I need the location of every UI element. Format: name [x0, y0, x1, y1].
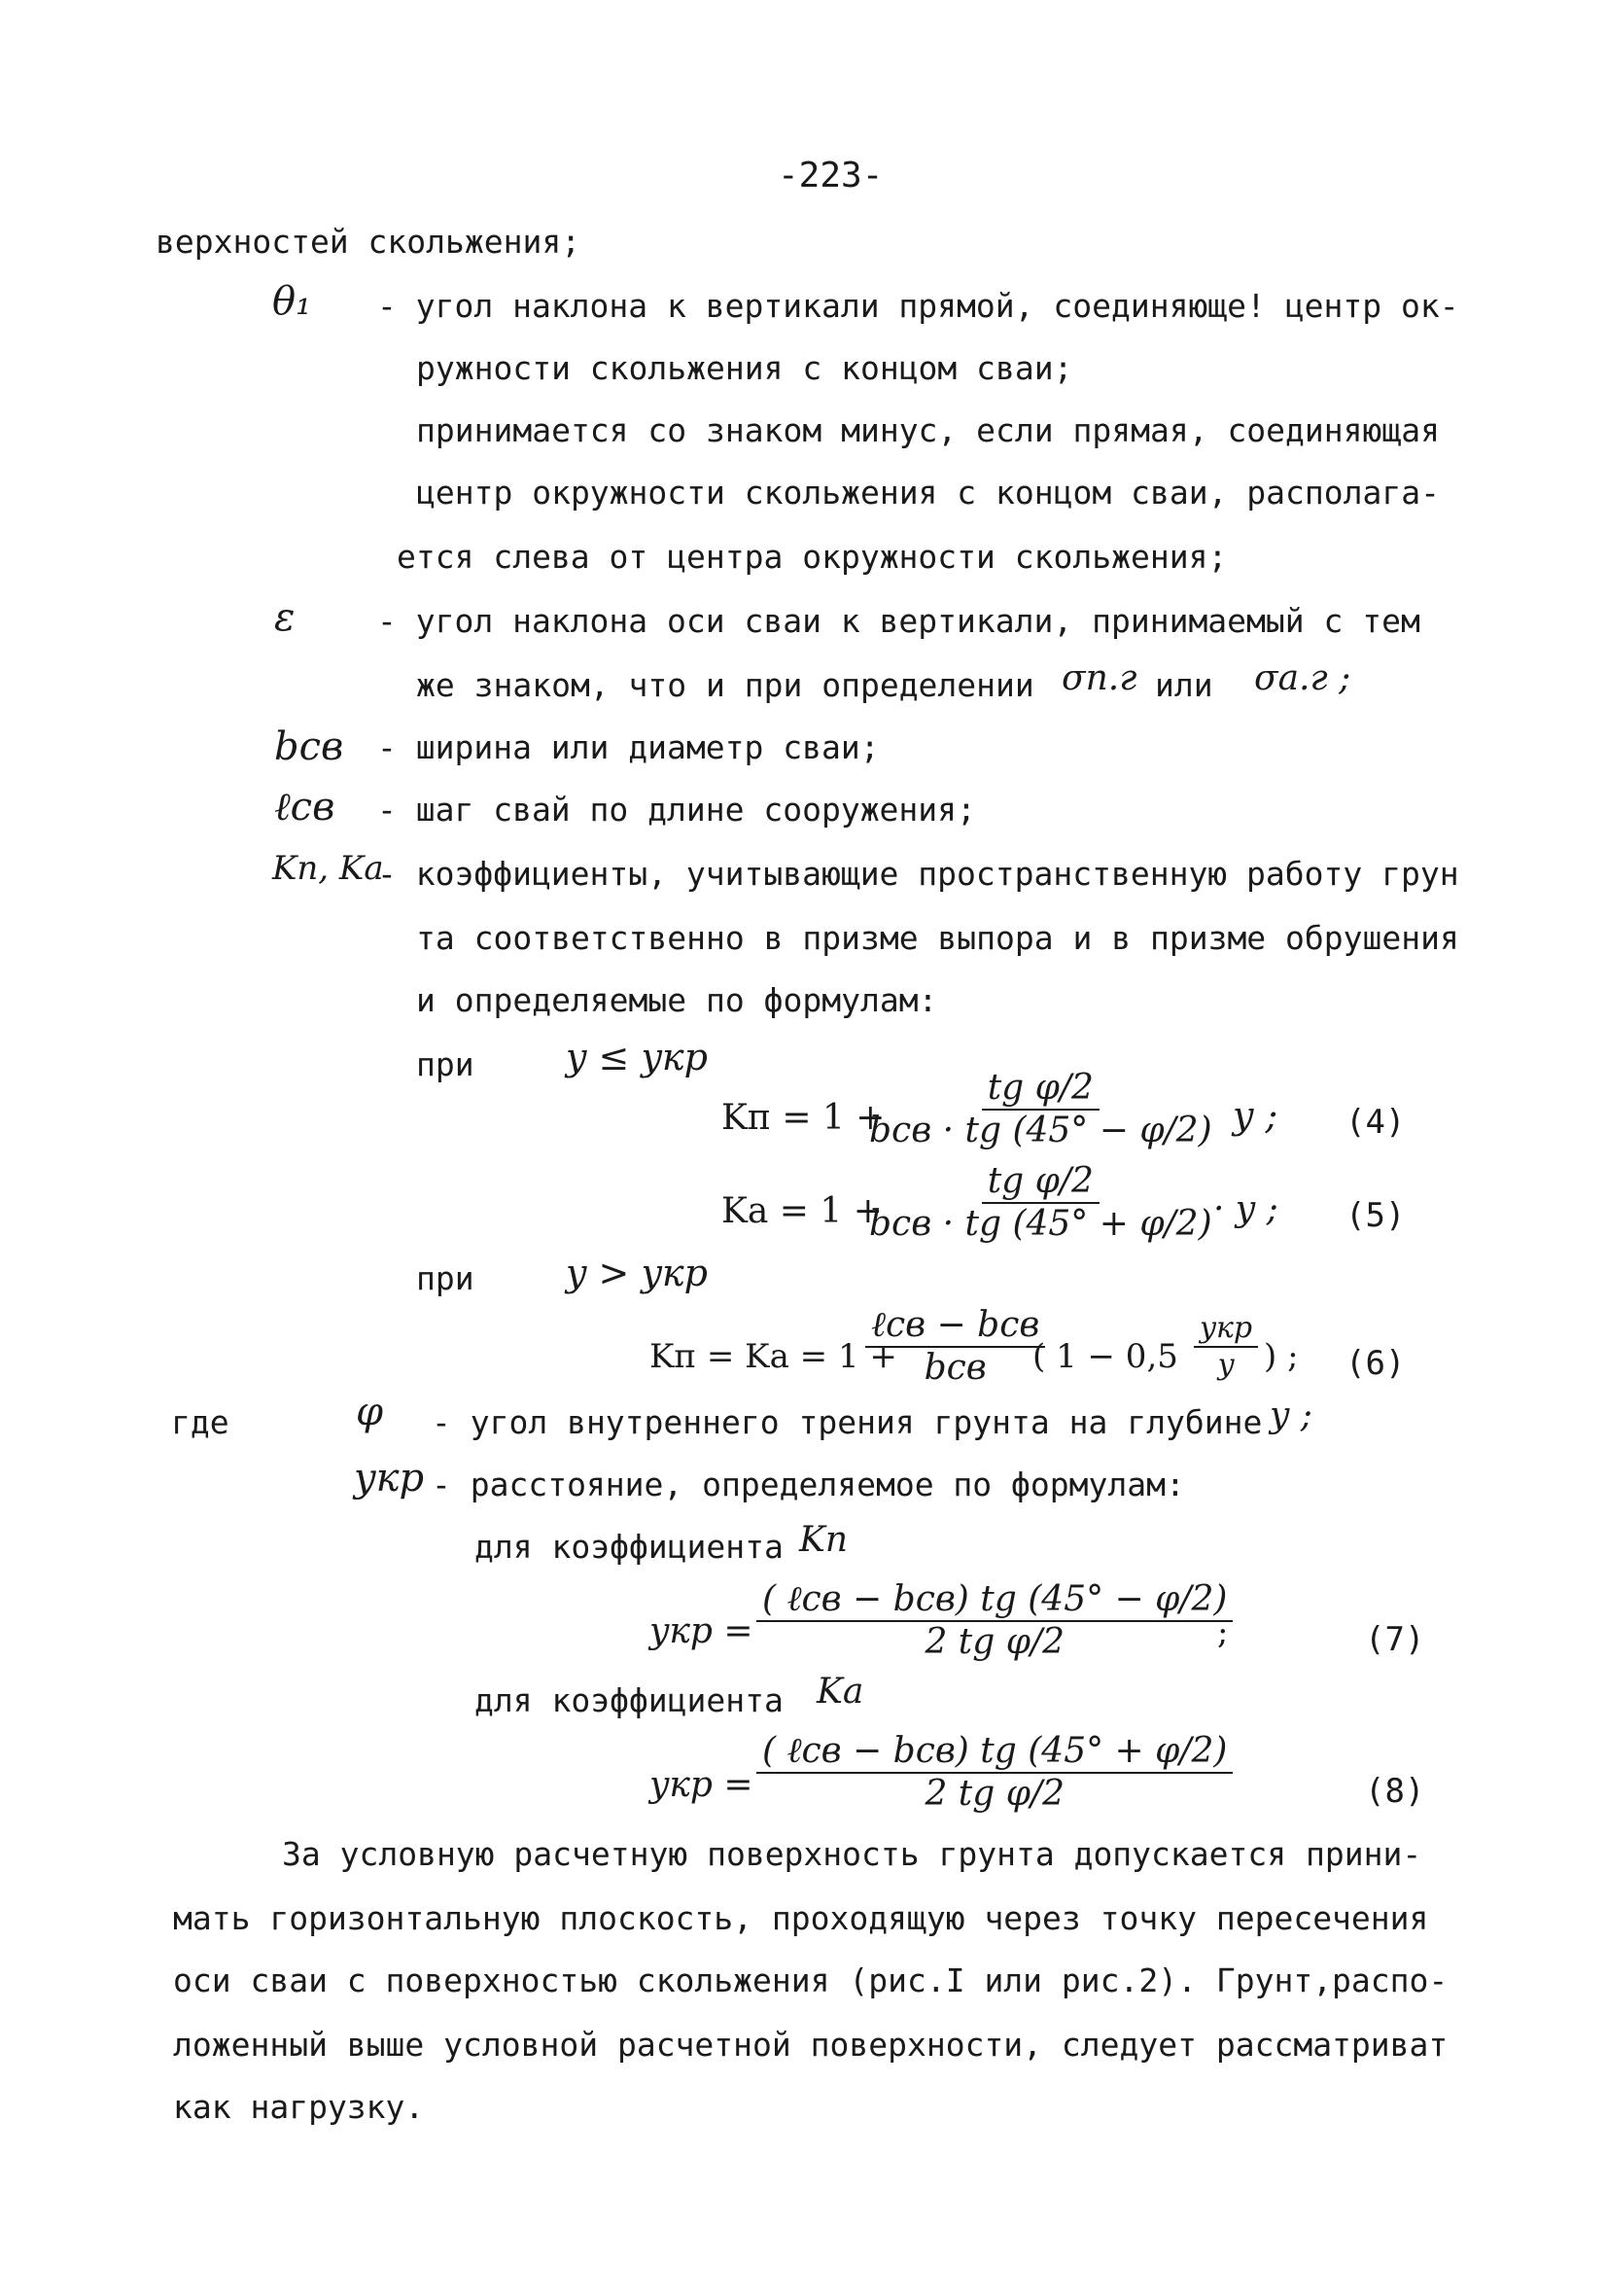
formula-6-inner-numerator: yкр [1194, 1313, 1258, 1348]
formula-4-denominator: bсв · tg (45° − φ/2) [869, 1110, 1212, 1150]
symbol-phi: φ [356, 1390, 384, 1434]
symbol-y: y ; [1270, 1395, 1312, 1435]
symbol-epsilon: ε [274, 595, 296, 640]
paragraph-line: За условную расчетную поверхность грунта допускается прини- [282, 1835, 1422, 1873]
formula-6-inner-denominator: y [1217, 1347, 1235, 1382]
formula-5-fraction [863, 1163, 1218, 1243]
condition-1: y ≤ yкр [566, 1036, 708, 1078]
equation-number-6: (6) [1345, 1344, 1406, 1383]
paragraph-line: оси сваи с поверхностью скольжения (рис.I или рис.2). Грунт,распо- [173, 1961, 1449, 1999]
formula-8-denominator: 2 tg φ/2 [925, 1773, 1065, 1814]
formula-4-fraction [863, 1070, 1218, 1149]
formula-6-fraction [865, 1307, 1045, 1387]
definition-line: центр окружности скольжения с концом сваи, располага- [416, 474, 1440, 512]
paragraph-line: как нагрузку. [173, 2088, 425, 2126]
formula-4-numerator: tg φ/2 [982, 1070, 1100, 1111]
definition-line: принимается со знаком минус, если прямая, соединяющая [416, 411, 1440, 449]
formula-8-numerator: ( ℓсв − bсв) tg (45° + φ/2) [756, 1733, 1233, 1774]
symbol-theta: θ₁ [272, 279, 312, 324]
formula-6-lhs: Kп = Kа = 1 + [649, 1337, 897, 1376]
formula-7-tail: ; [1217, 1613, 1229, 1652]
formula-6-inner-fraction [1194, 1313, 1258, 1380]
condition-2: y > yкр [566, 1252, 708, 1294]
definition-line: же знаком, что и при определении [416, 666, 1034, 704]
definition-line: - угол наклона к вертикали прямой, соединяюще! центр ок- [377, 287, 1459, 325]
symbol-kn: Kп [799, 1520, 849, 1560]
formula-6-denominator: bсв [924, 1347, 987, 1388]
equation-number-5: (5) [1345, 1196, 1406, 1235]
formula-5-numerator: tg φ/2 [982, 1163, 1100, 1204]
formula-7-numerator: ( ℓсв − bсв) tg (45° − φ/2) [756, 1581, 1233, 1622]
text-line: верхностей скольжения; [156, 223, 581, 261]
definition-line: - шаг свай по длине сооружения; [377, 791, 976, 829]
text-for-coefficient: для коэффициента [474, 1528, 784, 1566]
formula-8-fraction [756, 1733, 1233, 1813]
formula-6-middle: ( 1 − 0,5 [1032, 1337, 1178, 1376]
formula-6-tail: ) ; [1264, 1337, 1299, 1376]
symbol-b-sv: bсв [274, 724, 344, 769]
definition-line: ружности скольжения с концом сваи; [416, 349, 1073, 387]
text-pri: при [416, 1259, 474, 1297]
definition-line: та соответственно в призме выпора и в призме обрушения [416, 919, 1459, 957]
equation-number-4: (4) [1345, 1103, 1406, 1142]
symbol-sigma-pg: σп.г [1062, 658, 1137, 698]
formula-8-lhs: yкр = [649, 1765, 753, 1805]
equation-number-8: (8) [1365, 1772, 1425, 1811]
paragraph-line: мать горизонтальную плоскость, проходящую через точку пересечения [173, 1899, 1429, 1937]
formula-7-fraction [756, 1581, 1233, 1661]
formula-5-denominator: bсв · tg (45° + φ/2) [869, 1203, 1212, 1244]
text-pri: при [416, 1045, 474, 1083]
formula-7-denominator: 2 tg φ/2 [925, 1621, 1065, 1662]
formula-5-tail: · y ; [1213, 1189, 1278, 1229]
formula-7-lhs: yкр = [649, 1611, 753, 1651]
definition-line: - угол внутреннего трения грунта на глубине [432, 1403, 1263, 1441]
formula-4-tail: y ; [1233, 1094, 1278, 1137]
symbol-ka: Kа [817, 1672, 864, 1712]
text-or: или [1155, 666, 1213, 704]
definition-line: - расстояние, определяемое по формулам: [432, 1466, 1185, 1503]
symbol-l-sv: ℓсв [274, 785, 335, 830]
equation-number-7: (7) [1365, 1620, 1425, 1659]
symbol-kn-ka: Kп, Kа [272, 849, 384, 888]
definition-line: и определяемые по формулам: [416, 981, 938, 1019]
paragraph-line: ложенный выше условной расчетной поверхности, следует рассматриват [173, 2026, 1449, 2064]
text-for-coefficient: для коэффициента [474, 1681, 784, 1719]
formula-4-lhs: Kп = 1 + [721, 1098, 886, 1138]
definition-line: - угол наклона оси сваи к вертикали, принимаемый с тем [377, 602, 1420, 640]
symbol-y-kr: yкр [354, 1456, 425, 1501]
formula-6-numerator: ℓсв − bсв [865, 1307, 1045, 1348]
text-where: где [171, 1403, 229, 1441]
formula-5-lhs: Kа = 1 + [721, 1191, 883, 1231]
page-number: -223- [778, 156, 884, 195]
symbol-sigma-ag: σа.г ; [1254, 658, 1351, 698]
definition-line: ется слева от центра окружности скольжения; [397, 538, 1228, 576]
definition-line: - ширина или диаметр сваи; [377, 728, 880, 766]
definition-line: - коэффициенты, учитывающие пространственную работу грун [377, 855, 1459, 893]
